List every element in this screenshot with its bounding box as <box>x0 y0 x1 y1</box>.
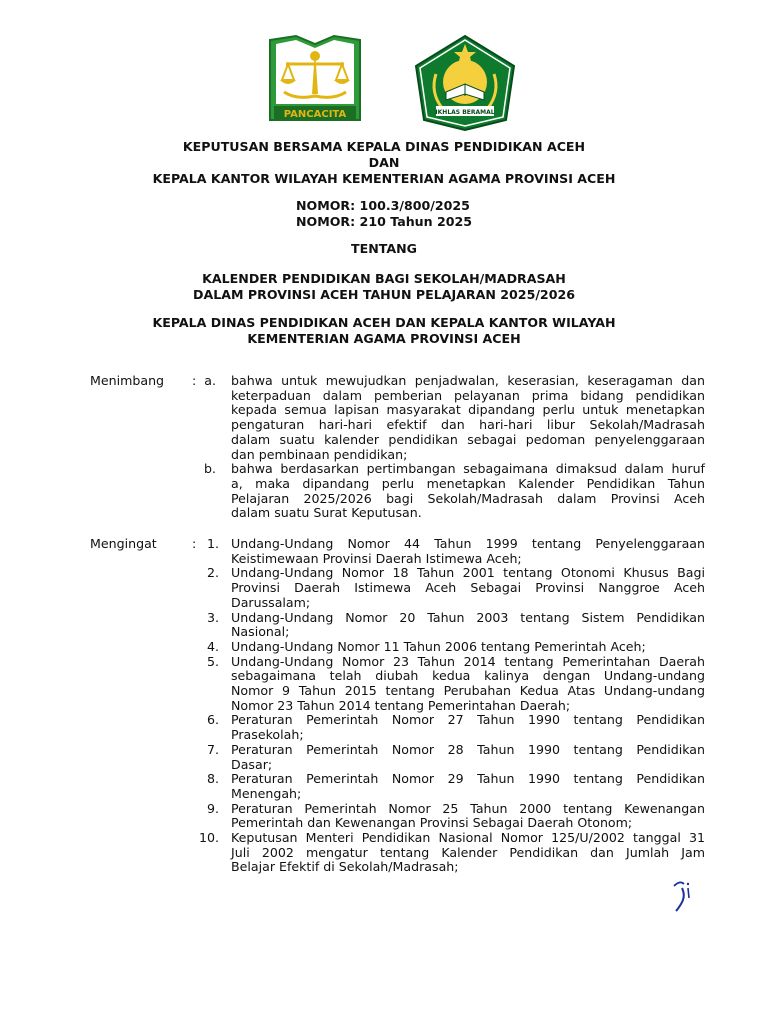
tentang-text: TENTANG <box>351 241 417 256</box>
list-item-marker: 5. <box>206 653 219 669</box>
list-item-marker: 1. <box>206 536 219 551</box>
text-line: Keistimewaan Provinsi Daerah Istimewa Aceh; <box>231 550 522 566</box>
menimbang-label: Menimbang <box>90 373 165 388</box>
text-line: Belajar Efektif di Sekolah/Madrasah; <box>231 859 459 875</box>
menimbang-list <box>0 374 768 521</box>
aceh-pancacita-emblem <box>266 34 364 130</box>
list-item <box>0 640 768 655</box>
mengingat-list <box>0 537 768 875</box>
list-item-text <box>231 462 705 521</box>
text-line: Provinsi Daerah Istimewa Aceh Sebagai Provinsi Nanggroe Aceh <box>231 580 705 596</box>
subject-line-2: DALAM PROVINSI ACEH TAHUN PELAJARAN 2025/2026 <box>193 287 575 302</box>
list-item-marker: 9. <box>206 800 219 816</box>
list-item <box>0 713 768 742</box>
text-line: dalam suatu Surat Keputusan. <box>231 505 422 521</box>
list-item-text <box>231 772 705 801</box>
list-item-marker: 4. <box>206 638 219 654</box>
list-item-marker: b. <box>204 461 216 477</box>
text-line: Nomor 23 Tahun 2014 tentang Pemerintahan Daerah; <box>231 697 571 713</box>
text-line: bahwa untuk mewujudkan penjadwalan, keserasian, keseragaman dan <box>231 373 705 388</box>
header-logos <box>0 34 768 132</box>
decree-issuer <box>0 315 768 347</box>
text-line: Dasar; <box>231 756 273 772</box>
list-item <box>0 655 768 714</box>
list-item-text <box>231 713 705 742</box>
text-line: Keputusan Menteri Pendidikan Nasional Nomor 125/U/2002 tanggal 31 <box>231 830 705 846</box>
list-item-marker: 2. <box>206 565 219 581</box>
text-line: Pelajaran 2025/2026 bagi Sekolah/Madrasah dalam Provinsi Aceh <box>231 490 705 506</box>
mengingat-label: Mengingat <box>90 536 157 551</box>
issuer-line-1: KEPALA DINAS PENDIDIKAN ACEH DAN KEPALA KANTOR WILAYAH <box>152 315 616 330</box>
list-item <box>0 831 768 875</box>
decree-title <box>0 139 768 187</box>
list-item-text <box>231 655 705 714</box>
text-line: Peraturan Pemerintah Nomor 27 Tahun 1990 tentang Pendidikan <box>231 712 705 728</box>
text-line: pengaturan hari-hari efektif dan hari-hari libur Sekolah/Madrasah <box>231 417 705 433</box>
pancacita-text: PANCACITA <box>283 109 347 120</box>
list-item-text <box>231 640 705 655</box>
text-line: Nomor 9 Tahun 2015 tentang Perubahan Kedua Atas Undang-undang <box>231 683 705 699</box>
list-item <box>0 743 768 772</box>
list-item-text <box>231 537 705 566</box>
nomor-2: NOMOR: 210 Tahun 2025 <box>295 214 473 229</box>
text-line: Peraturan Pemerintah Nomor 25 Tahun 2000 tentang Kewenangan <box>231 800 705 816</box>
text-line: a, maka dipandang perlu menetapkan Kalender Pendidikan Tahun <box>231 475 705 491</box>
text-line: Menengah; <box>231 785 302 801</box>
mengingat-colon: : <box>192 536 197 551</box>
text-line: kepada semua lapisan masyarakat dipandang perlu untuk menetapkan <box>231 402 705 418</box>
kemenag-emblem <box>406 34 524 132</box>
list-item <box>0 802 768 831</box>
text-line: keterpaduan dalam pemberian pelayanan prima bidang pendidikan <box>231 387 705 403</box>
text-line: Prasekolah; <box>231 727 304 743</box>
text-line: dan pembinaan pendidikan; <box>231 446 408 462</box>
list-item-text <box>231 831 705 875</box>
list-item-marker: 7. <box>206 741 219 757</box>
mengingat-section <box>0 537 768 875</box>
text-line: Undang-Undang Nomor 18 Tahun 2001 tentang Otonomi Khusus Bagi <box>231 565 705 581</box>
list-item <box>0 462 768 521</box>
list-item <box>0 537 768 566</box>
text-line: Juli 2002 mengatur tentang Kalender Pendidikan dan Jumlah Jam <box>231 844 705 860</box>
text-line: Undang-Undang Nomor 11 Tahun 2006 tentang Pemerintah Aceh; <box>231 638 646 654</box>
menimbang-colon: : <box>192 373 197 388</box>
list-item-marker: 10. <box>198 830 219 846</box>
list-item <box>0 611 768 640</box>
title-line-2: DAN <box>368 155 400 170</box>
ikhlas-beramal-text: IKHLAS BERAMAL <box>435 109 495 116</box>
text-line: Nasional; <box>231 624 290 640</box>
text-line: sebagaimana telah diubah kedua kalinya dengan Undang-undang <box>231 668 705 684</box>
list-item-marker: a. <box>204 373 216 388</box>
list-item-text <box>231 802 705 831</box>
nomor-1: NOMOR: 100.3/800/2025 <box>295 198 470 213</box>
menimbang-section <box>0 374 768 521</box>
handwritten-initial <box>668 878 694 914</box>
subject-line-1: KALENDER PENDIDIKAN BAGI SEKOLAH/MADRASAH <box>202 271 566 286</box>
text-line: Peraturan Pemerintah Nomor 29 Tahun 1990 tentang Pendidikan <box>231 771 705 787</box>
list-item-text <box>231 611 705 640</box>
text-line: Undang-Undang Nomor 44 Tahun 1999 tentang Penyelenggaraan <box>231 536 705 551</box>
text-line: Darussalam; <box>231 594 311 610</box>
text-line: Pemerintah dan Kewenangan Provinsi Sebagai Daerah Otonom; <box>231 815 633 831</box>
list-item <box>0 374 768 462</box>
tentang-heading <box>0 241 768 257</box>
title-line-3: KEPALA KANTOR WILAYAH KEMENTERIAN AGAMA PROVINSI ACEH <box>152 171 616 186</box>
issuer-line-2: KEMENTERIAN AGAMA PROVINSI ACEH <box>247 331 521 346</box>
text-line: Undang-Undang Nomor 20 Tahun 2003 tentang Sistem Pendidikan <box>231 609 705 625</box>
list-item-text <box>231 743 705 772</box>
list-item-text <box>231 374 705 462</box>
list-item <box>0 772 768 801</box>
decree-subject <box>0 271 768 303</box>
text-line: Undang-Undang Nomor 23 Tahun 2014 tentang Pemerintahan Daerah <box>231 653 705 669</box>
list-item-text <box>231 566 705 610</box>
text-line: Peraturan Pemerintah Nomor 28 Tahun 1990 tentang Pendidikan <box>231 741 705 757</box>
text-line: dalam suatu kalender pendidikan sebagai pedoman penyelenggaraan <box>231 431 705 447</box>
decree-numbers <box>0 198 768 230</box>
title-line-1: KEPUTUSAN BERSAMA KEPALA DINAS PENDIDIKAN ACEH <box>182 139 586 154</box>
list-item-marker: 3. <box>206 609 219 625</box>
text-line: bahwa berdasarkan pertimbangan sebagaimana dimaksud dalam huruf <box>231 461 705 477</box>
list-item <box>0 566 768 610</box>
list-item-marker: 6. <box>206 712 219 728</box>
list-item-marker: 8. <box>206 771 219 787</box>
